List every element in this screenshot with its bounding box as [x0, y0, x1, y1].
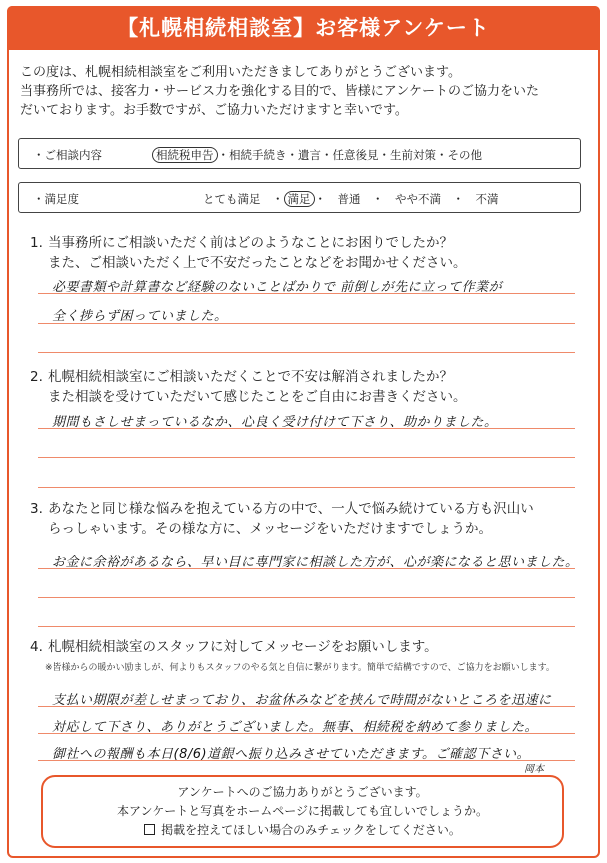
intro-text: [20, 63, 590, 120]
question-text: らっしゃいます。その様な方に、メッセージをいただけますでしょうか。: [48, 521, 493, 537]
question-text: また、ご相談いただく上で不安だったことなどをお聞かせください。: [48, 255, 467, 271]
question-number: 1.: [30, 235, 43, 251]
question-text: 札幌相続相談室のスタッフに対してメッセージをお願いします。: [48, 639, 438, 655]
footer-box: [41, 775, 564, 848]
consult-type-label: ・ご相談内容: [33, 148, 102, 162]
question-text: 札幌相続相談室にご相談いただくことで不安は解消されましたか？: [48, 369, 453, 385]
footer-question: 本アンケートと写真をホームページに掲載しても宜しいでしょうか。: [116, 804, 489, 818]
question-number: 4.: [30, 639, 43, 655]
footer-checkbox-label: 掲載を控えてほしい場合のみチェックをしてください。: [161, 823, 461, 837]
handwritten-answer: お金に余裕があるなら、早い目に専門家に相談した方が、心が楽になると思いました。: [52, 555, 579, 570]
footer-thanks: アンケートへのご協力ありがとうございます。: [177, 785, 428, 799]
survey-title: 【札幌相続相談室】お客様アンケート: [7, 6, 600, 50]
satisfaction-options: [203, 191, 499, 207]
intro-line: だいております。お手数ですが、ご協力いただけますと幸いです。: [20, 103, 408, 118]
consult-type-box: [18, 138, 581, 169]
question-4-note: ※皆様からの暖かい励ましが、何よりもスタッフのやる気と自信に繋がります。簡単で結構ですので、ご協力をお願いします。: [45, 663, 555, 673]
question-text: あなたと同じ様な悩みを抱えている方の中で、一人で悩み続けている方も沢山い: [48, 501, 534, 517]
answer-line: [38, 487, 575, 488]
footer-checkbox-row: [43, 821, 562, 840]
answer-line: [38, 352, 575, 353]
satisfaction-option: とても満足 ・: [203, 192, 284, 206]
satisfaction-box: [18, 182, 581, 213]
question-4: [30, 637, 590, 657]
answer-line: [38, 626, 575, 627]
signature: 岡本: [524, 764, 544, 775]
question-text: 当事務所にご相談いただく前はどのようなことにお困りでしたか？: [48, 235, 453, 251]
handwritten-answer: 御社への報酬も本日(8/6)道銀へ振り込みさせていただきます。ご確認下さい。: [52, 747, 531, 762]
publish-optout-checkbox[interactable]: [144, 824, 155, 835]
intro-line: 当事務所では、接客力・サービス力を強化する目的で、皆様にアンケートのご協力をいた: [20, 84, 539, 99]
handwritten-answer: 対応して下さり、ありがとうございました。無事、相続税を納めて参りました。: [52, 720, 539, 735]
question-text: また相談を受けていただいて感じたことをご自由にお書きください。: [48, 389, 467, 405]
handwritten-answer: 支払い期限が差しせまっており、お盆休みなどを挟んで時間がないところを迅速に: [52, 693, 552, 708]
question-3: [30, 499, 590, 539]
question-number: 3.: [30, 501, 43, 517]
question-number: 2.: [30, 369, 43, 385]
handwritten-answer: 期間もさしせまっているなか、心良く受け付けて下さり、助かりました。: [52, 415, 498, 430]
handwritten-answer: 全く捗らず困っていました。: [52, 309, 228, 324]
satisfaction-rest: ・ 普通 ・ やや不満 ・ 不満: [314, 192, 499, 206]
intro-line: この度は、札幌相続相談室をご利用いただきましてありがとうございます。: [20, 65, 461, 80]
consult-type-options: [152, 147, 482, 163]
question-2: [30, 367, 590, 407]
question-1: [30, 233, 590, 273]
answer-line: [38, 597, 575, 598]
consult-type-rest: ・相続手続き・遺言・任意後見・生前対策・その他: [217, 148, 482, 162]
answer-line: [38, 457, 575, 458]
consult-type-selected[interactable]: 相続税申告: [152, 147, 218, 163]
handwritten-answer: 必要書類や計算書など経験のないことばかりで 前倒しが先に立って作業が: [52, 280, 503, 295]
satisfaction-label: ・満足度: [33, 192, 79, 206]
satisfaction-selected[interactable]: 満足: [284, 191, 315, 207]
